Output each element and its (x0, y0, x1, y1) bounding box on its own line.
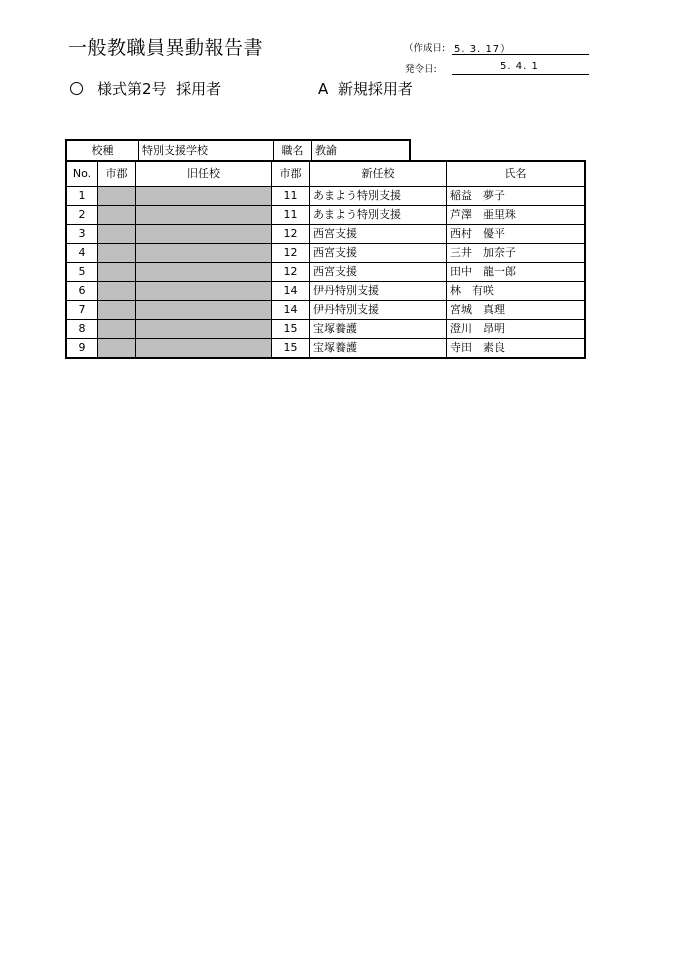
row-no: 5 (66, 263, 98, 282)
new-district-cell: 11 (272, 187, 310, 206)
name-cell: 稲益 夢子 (447, 187, 586, 206)
issued-date-label: 発令日: (405, 64, 437, 75)
name-cell: 田中 龍一郎 (447, 263, 586, 282)
name-cell: 三井 加奈子 (447, 244, 586, 263)
new-school-cell: あまよう特別支援 (310, 187, 447, 206)
old-school-cell (136, 320, 272, 339)
old-district-cell (98, 263, 136, 282)
header-district-new: 市郡 (272, 161, 310, 187)
new-school-cell: 西宮支援 (310, 263, 447, 282)
new-school-cell: あまよう特別支援 (310, 206, 447, 225)
name-cell: 宮城 真理 (447, 301, 586, 320)
issued-date-underline (452, 74, 589, 75)
school-type-label: 校種 (66, 140, 139, 161)
old-district-cell (98, 225, 136, 244)
school-type-value: 特別支援学校 (139, 140, 274, 161)
row-no: 2 (66, 206, 98, 225)
position-label: 職名 (274, 140, 312, 161)
new-district-cell: 14 (272, 301, 310, 320)
header-new-school: 新任校 (310, 161, 447, 187)
info-table (65, 139, 411, 162)
name-cell: 西村 優平 (447, 225, 586, 244)
old-district-cell (98, 206, 136, 225)
form-heading (70, 78, 221, 99)
new-district-cell: 14 (272, 282, 310, 301)
table-row (66, 187, 585, 206)
page-title: 一般教職員異動報告書 (68, 37, 264, 59)
row-no: 1 (66, 187, 98, 206)
old-district-cell (98, 187, 136, 206)
created-date-label: （作成日: (404, 43, 446, 54)
name-cell: 林 有咲 (447, 282, 586, 301)
new-district-cell: 12 (272, 244, 310, 263)
new-school-cell: 西宮支援 (310, 225, 447, 244)
old-school-cell (136, 187, 272, 206)
old-district-cell (98, 320, 136, 339)
form-label: 様式第2号 (97, 80, 167, 98)
row-no: 3 (66, 225, 98, 244)
header-district-old: 市郡 (98, 161, 136, 187)
table-row (66, 282, 585, 301)
old-school-cell (136, 339, 272, 359)
old-school-cell (136, 263, 272, 282)
new-school-cell: 伊丹特別支援 (310, 282, 447, 301)
table-row (66, 206, 585, 225)
table-row (66, 263, 585, 282)
circle-icon (70, 82, 83, 95)
new-district-cell: 12 (272, 225, 310, 244)
position-value: 教諭 (312, 140, 411, 161)
row-no: 6 (66, 282, 98, 301)
header-no: No. (66, 161, 98, 187)
new-district-cell: 12 (272, 263, 310, 282)
new-district-cell: 15 (272, 339, 310, 359)
old-school-cell (136, 244, 272, 263)
name-cell: 芦澤 亜里珠 (447, 206, 586, 225)
old-school-cell (136, 225, 272, 244)
old-district-cell (98, 282, 136, 301)
row-no: 7 (66, 301, 98, 320)
row-no: 8 (66, 320, 98, 339)
new-district-cell: 11 (272, 206, 310, 225)
table-row (66, 225, 585, 244)
old-school-cell (136, 301, 272, 320)
header-name: 氏名 (447, 161, 586, 187)
issued-date-value: 5. 4. 1 (500, 61, 539, 72)
row-no: 9 (66, 339, 98, 359)
appointment-type-code: A (318, 80, 329, 98)
old-district-cell (98, 244, 136, 263)
name-cell: 澄川 昂明 (447, 320, 586, 339)
appointment-type (318, 78, 413, 99)
form-category: 採用者 (176, 80, 222, 98)
created-date-value: 5. 3. 17） (454, 44, 512, 55)
old-district-cell (98, 301, 136, 320)
new-school-cell: 西宮支援 (310, 244, 447, 263)
header-old-school: 旧任校 (136, 161, 272, 187)
created-date-underline (452, 54, 589, 55)
new-school-cell: 伊丹特別支援 (310, 301, 447, 320)
new-school-cell: 宝塚養護 (310, 320, 447, 339)
table-row (66, 301, 585, 320)
new-district-cell: 15 (272, 320, 310, 339)
old-school-cell (136, 206, 272, 225)
row-no: 4 (66, 244, 98, 263)
personnel-table (65, 160, 586, 359)
table-row (66, 320, 585, 339)
table-row (66, 244, 585, 263)
old-district-cell (98, 339, 136, 359)
new-school-cell: 宝塚養護 (310, 339, 447, 359)
table-row (66, 339, 585, 359)
old-school-cell (136, 282, 272, 301)
name-cell: 寺田 素良 (447, 339, 586, 359)
appointment-type-label: 新規採用者 (337, 80, 413, 98)
